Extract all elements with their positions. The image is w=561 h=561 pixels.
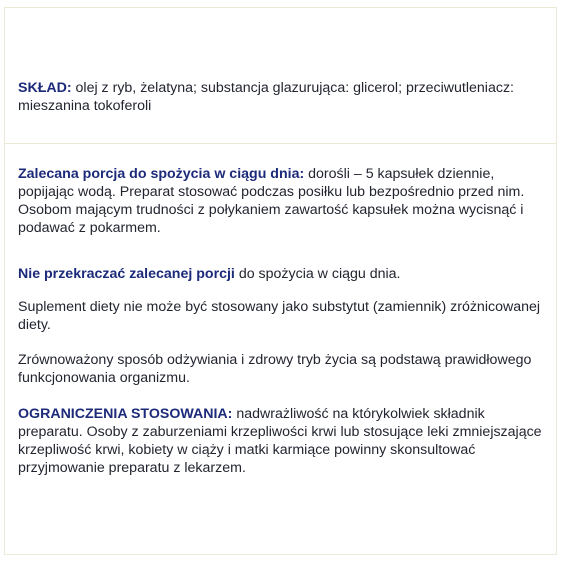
warning-label: Nie przekraczać zalecanej porcji xyxy=(18,266,235,282)
substitute-section xyxy=(18,298,543,334)
lifestyle-note: Zrównoważony sposób odżywiania i zdrowy tryb życia są podstawą prawidłowego funkcjonowania organizmu. xyxy=(18,352,532,386)
restrictions-label: OGRANICZENIA STOSOWANIA: xyxy=(18,406,233,422)
restrictions-paragraph xyxy=(18,405,543,477)
warning-paragraph xyxy=(18,265,543,283)
substitute-note: Suplement diety nie może być stosowany jako substytut (zamiennik) zróżnicowanej diety. xyxy=(18,299,541,333)
composition-label: SKŁAD: xyxy=(18,80,72,96)
restrictions-section xyxy=(18,405,543,477)
composition-text: olej z ryb, żelatyna; substancja glazurująca: glicerol; przeciwutleniacz: mieszanina tokoferoli xyxy=(18,80,514,114)
composition-section xyxy=(18,79,543,115)
dosage-paragraph xyxy=(18,165,543,237)
warning-text: do spożycia w ciągu dnia. xyxy=(234,266,401,282)
dosage-label: Zalecana porcja do spożycia w ciągu dnia: xyxy=(18,166,305,182)
section-divider xyxy=(4,143,557,144)
dosage-section xyxy=(18,165,543,237)
restrictions-text: nadwrażliwość na którykolwiek składnik preparatu. Osoby z zaburzeniami krzepliwości krwi lub stosujące leki zmniejszające krzepliwość krwi, kobiety w ciąży i matki karmiące powinny skonsultować przyjmowanie preparatu z lekarzem. xyxy=(18,406,542,476)
dosage-text: dorośli – 5 kapsułek dziennie, popijając wodą. Preparat stosować podczas posiłku lub bezpośrednio przed nim. Osobom mającym trudności z połykaniem zawartość kapsułek można wycisnąć i podawać z pokarmem. xyxy=(18,166,525,236)
lifestyle-section xyxy=(18,351,543,387)
composition-paragraph xyxy=(18,79,543,115)
warning-section xyxy=(18,265,543,283)
